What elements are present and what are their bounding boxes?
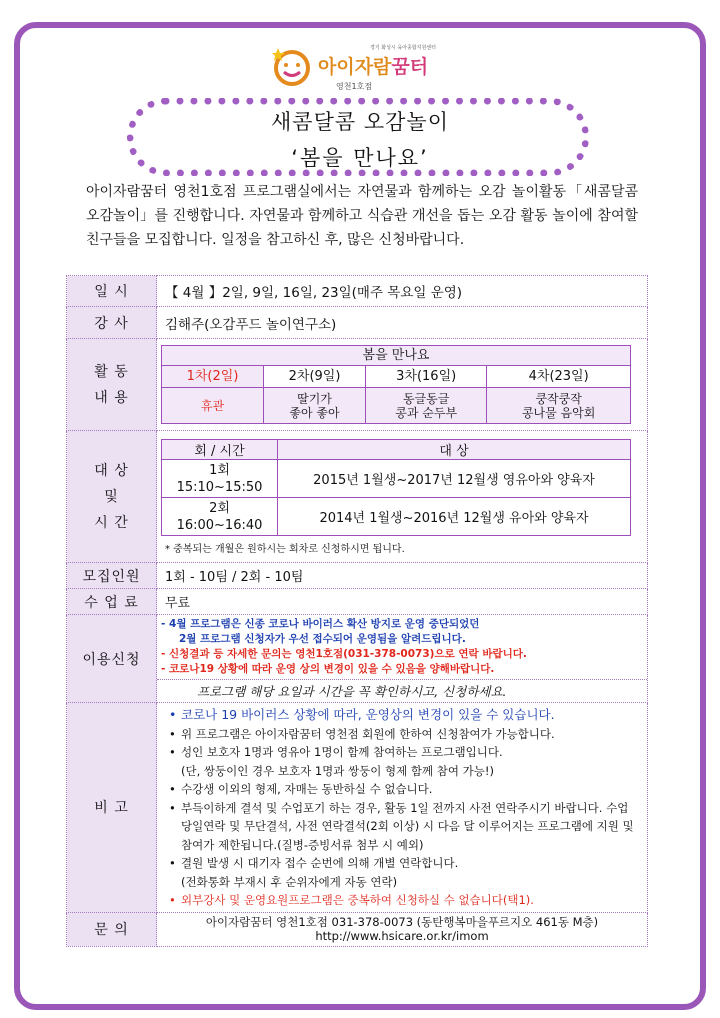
slot-1-time: 1회 15:10~15:50: [162, 460, 278, 498]
list-item: • 부득이하게 결석 및 수업포기 하는 경우, 활동 1일 전까지 사전 연락주시기 바랍니다. 수업 당일연락 및 무단결석, 사전 연락결석(2회 이상) 시 다음 달 이루어지는 프로그램에 지원 및 참여가 제한됩니다.(질병-증빙서류 첨부 시 예외): [169, 799, 643, 855]
teacher-value: 김해주(오감푸드 놀이연구소): [157, 307, 648, 339]
apply-line-1b: 2월 프로그램 신청자가 우선 접수되어 운영됨을 알려드립니다.: [179, 633, 466, 645]
apply-label: 이용신청: [67, 615, 157, 703]
branch-name: 영천1호점: [336, 82, 373, 91]
fee-value: 무료: [157, 589, 648, 615]
target-cell: [157, 431, 648, 563]
program-title: 새콤달콤 오감놀이: [271, 110, 449, 134]
brand-name: 아이자람꿈터: [318, 56, 429, 78]
apply-line-1a: - 4월 프로그램은 신종 코로나 바이러스 확산 방지로 운영 중단되었던: [161, 618, 480, 630]
col-time-header: 회 / 시간: [162, 440, 278, 460]
overlap-note: * 중복되는 개월은 원하시는 회차로 신청하시면 됩니다.: [165, 544, 405, 555]
col-target-header: 대 상: [278, 440, 631, 460]
list-item: • 성인 보호자 1명과 영유아 1명이 함께 참여하는 프로그램입니다. (단, 쌍둥이인 경우 보호자 1명과 쌍둥이 형제 함께 참여 가능!): [169, 743, 643, 780]
contact-cell: [157, 912, 648, 946]
remarks-cell: [157, 703, 648, 913]
session-4-name: 4차(23일): [487, 366, 631, 388]
list-item: • 수강생 이외의 형제, 자매는 동반하실 수 없습니다.: [169, 780, 643, 799]
slot-2-target: 2014년 1월생~2016년 12월생 유아와 양육자: [278, 498, 631, 536]
org-name-small: 경기 화성시 육아종합지원센터: [370, 45, 436, 51]
session-2-name: 2차(9일): [264, 366, 366, 388]
program-info-table: [66, 275, 648, 947]
list-item: • 코로나 19 바이러스 상황에 따라, 운영상의 변경이 있을 수 있습니다.: [169, 706, 643, 725]
contact-url[interactable]: http://www.hsicare.or.kr/imom: [315, 929, 489, 943]
date-label: 일 시: [67, 276, 157, 307]
session-1-name: 1차(2일): [162, 366, 264, 388]
apply-line-3: - 코로나19 상황에 따라 운영 상의 변경이 있을 수 있음을 양해바랍니다.: [161, 663, 495, 675]
session-4-content: 쿵작쿵작 콩나물 음악회: [487, 388, 631, 424]
intro-paragraph: 아이자람꿈터 영천1호점 프로그램실에서는 자연물과 함께하는 오감 놀이활동「새콤달콤 오감놀이」를 진행합니다. 자연물과 함께하고 식습관 개선을 돕는 오감 활동 놀이에 참여할 친구들을 모집합니다. 일정을 참고하신 후, 많은 신청바랍니다.: [86, 184, 638, 248]
session-2-content: 딸기가 좋아 좋아: [264, 388, 366, 424]
session-1-content: 휴관: [162, 388, 264, 424]
target-label: 대 상 및 시 간: [67, 431, 157, 563]
activity-label: 활 동 내 용: [67, 339, 157, 431]
activity-cell: [157, 339, 648, 431]
remarks-list: [157, 703, 647, 912]
contact-info: 아이자람꿈터 영천1호점 031-378-0073 (동탄행복마을푸르지오 461동 M층): [205, 915, 599, 929]
list-item: • 결원 발생 시 대기자 접수 순번에 의해 개별 연락합니다. (전화통화 부재시 후 순위자에게 자동 연락): [169, 854, 643, 891]
list-item: • 외부강사 및 운영요원프로그램은 중복하여 신청하실 수 없습니다(택1).: [169, 891, 643, 910]
contact-label: 문 의: [67, 912, 157, 946]
activity-schedule-table: [161, 345, 631, 424]
apply-line-2: - 신청결과 등 자세한 문의는 영천1호점(031-378-0073)으로 연락 바랍니다.: [161, 648, 527, 660]
program-subtitle: ‘봄을 만나요’: [291, 146, 429, 170]
apply-emphasis: 프로그램 해당 요일과 시간을 꼭 확인하시고, 신청하세요.: [157, 679, 647, 702]
session-3-name: 3차(16일): [366, 366, 487, 388]
slot-2-time: 2회 16:00~16:40: [162, 498, 278, 536]
date-value: 【 4월 】2일, 9일, 16일, 23일(매주 목요일 운영): [157, 276, 648, 307]
activity-header: 봄을 만나요: [162, 346, 631, 366]
recruit-value: 1회 - 10팀 / 2회 - 10팀: [157, 563, 648, 589]
logo: [272, 40, 452, 100]
smiley-face-icon: [272, 46, 312, 86]
apply-cell: [157, 615, 648, 703]
session-3-content: 동글동글 콩과 순두부: [366, 388, 487, 424]
recruit-label: 모집인원: [67, 563, 157, 589]
fee-label: 수 업 료: [67, 589, 157, 615]
remarks-label: 비 고: [67, 703, 157, 913]
teacher-label: 강 사: [67, 307, 157, 339]
target-time-table: [161, 439, 631, 536]
list-item: • 위 프로그램은 아이자람꿈터 영천점 회원에 한하여 신청참여가 가능합니다.: [169, 725, 643, 744]
slot-1-target: 2015년 1월생~2017년 12월생 영유아와 양육자: [278, 460, 631, 498]
